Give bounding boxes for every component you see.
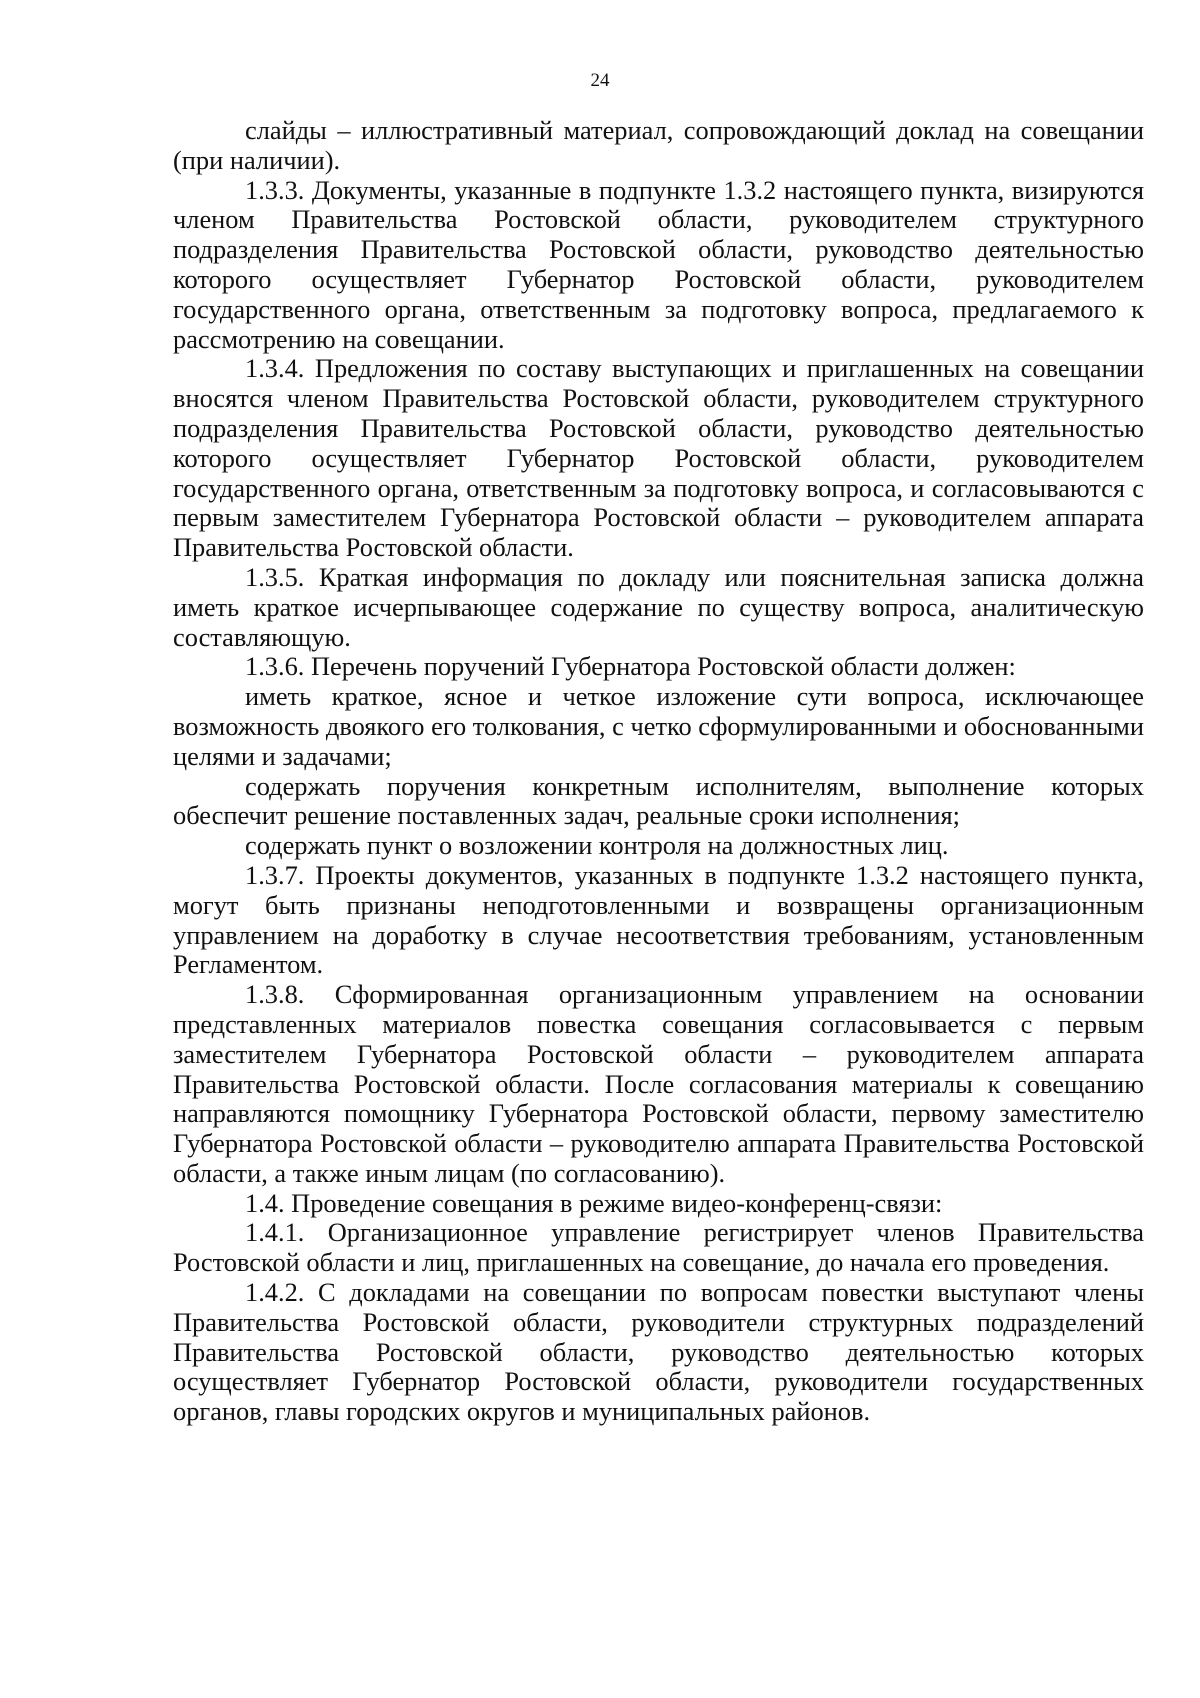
- paragraph-1-3-6-item-1: иметь краткое, ясное и четкое изложение сути вопроса, исключающее возможность двоякого его толкования, с четко сформулированными и обоснованными целями и задачами;: [173, 681, 1144, 771]
- paragraph-1-3-3: 1.3.3. Документы, указанные в подпункте 1.3.2 настоящего пункта, визируются членом Правительства Ростовской области, руководителем структурного подразделения Правительства Ростовской области, руководство деятельностью которого осуществляет Губернатор Ростовской области, руководителем государственного органа, ответственным за подготовку вопроса, предлагаемого к рассмотрению на совещании.: [173, 174, 1144, 354]
- paragraph-1-3-5: 1.3.5. Краткая информация по докладу или пояснительная записка должна иметь краткое исчерпывающее содержание по существу вопроса, аналитическую составляющую.: [173, 561, 1144, 652]
- paragraph-1-4: 1.4. Проведение совещания в режиме видео-конференц-связи:: [245, 1187, 943, 1218]
- paragraph-1-3-8: 1.3.8. Сформированная организационным управлением на основании представленных материалов повестка совещания согласовывается с первым заместителем Губернатора Ростовской области – руководителем аппарата Правительства Ростовской области. После согласования материалы к совещанию направляются помощнику Губернатора Ростовской области, первому заместителю Губернатора Ростовской области – руководителю аппарата Правительства Ростовской области, а также иным лицам (по согласованию).: [173, 979, 1144, 1188]
- paragraph-1-3-6-item-2: содержать поручения конкретным исполнителям, выполнение которых обеспечит решение поставленных задач, реальные сроки исполнения;: [173, 770, 1144, 831]
- paragraph-1-4-2: 1.4.2. С докладами на совещании по вопросам повестки выступают члены Правительства Ростовской области, руководители структурных подразделений Правительства Ростовской области, руководство деятельностью которых осуществляет Губернатор Ростовской области, руководители государственных органов, главы городских округов и муниципальных районов.: [173, 1277, 1144, 1427]
- document-body: [173, 116, 1144, 1427]
- paragraph-1-3-6: 1.3.6. Перечень поручений Губернатора Ростовской области должен:: [245, 651, 1016, 682]
- paragraph-1-3-4: 1.3.4. Предложения по составу выступающих и приглашенных на совещании вносятся членом Правительства Ростовской области, руководителем структурного подразделения Правительства Ростовской области, руководство деятельностью которого осуществляет Губернатор Ростовской области, руководителем государственного органа, ответственным за подготовку вопроса, и согласовываются с первым заместителем Губернатора Ростовской области – руководителем аппарата Правительства Ростовской области.: [173, 353, 1144, 563]
- paragraph-1-3-7: 1.3.7. Проекты документов, указанных в подпункте 1.3.2 настоящего пункта, могут быть признаны неподготовленными и возвращены организационным управлением на доработку в случае несоответствия требованиям, установленным Регламентом.: [173, 859, 1144, 980]
- paragraph-slides-definition: слайды – иллюстративный материал, сопровождающий доклад на совещании (при наличии).: [173, 115, 1144, 175]
- paragraph-1-3-6-item-3: содержать пункт о возложении контроля на должностных лиц.: [245, 830, 949, 861]
- paragraph-1-4-1: 1.4.1. Организационное управление регистрирует членов Правительства Ростовской области и лиц, приглашенных на совещание, до начала его проведения.: [173, 1217, 1144, 1278]
- page-number: 24: [590, 70, 610, 91]
